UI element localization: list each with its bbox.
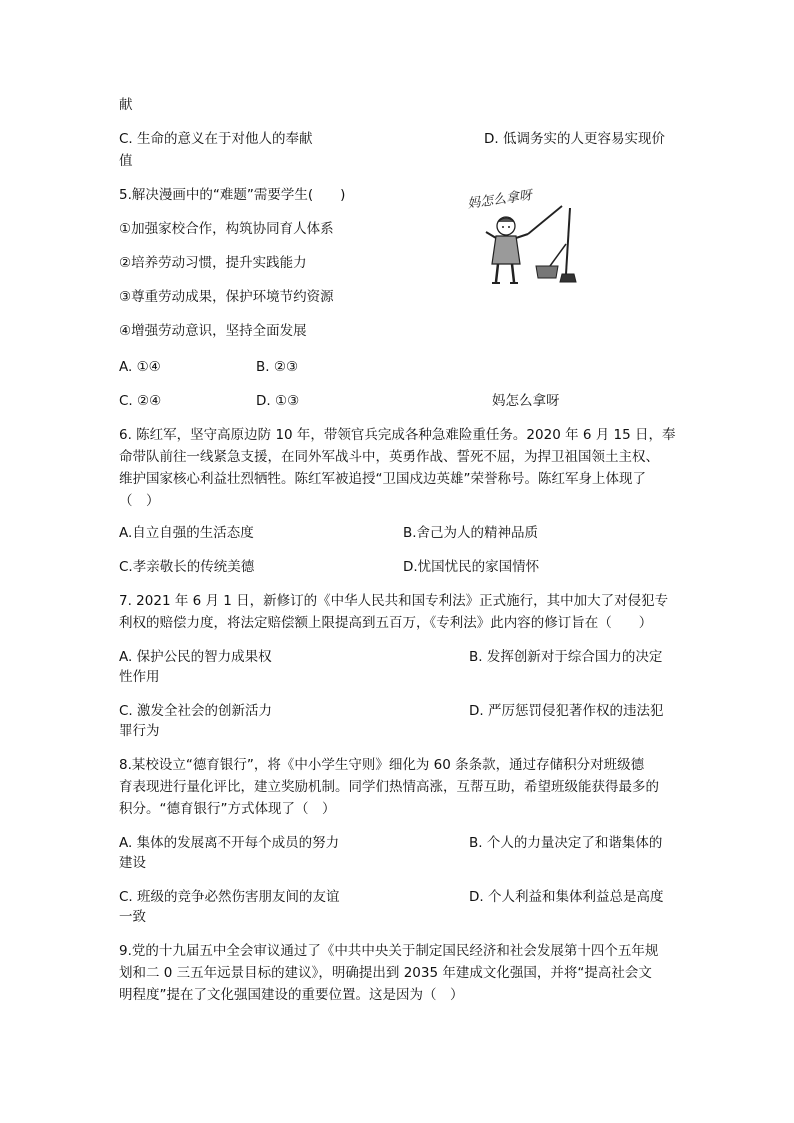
q8-option-b-cont: 建设 xyxy=(119,855,146,871)
q6-option-b: B.舍己为人的精神品质 xyxy=(403,525,539,541)
q9-stem-line-1: 9.党的十九届五中全会审议通过了《中共中央关于制定国民经济和社会发展第十四个五年规 xyxy=(119,943,659,959)
q6-stem-line-2: 命带队前往一线紧急支援，在同外军战斗中，英勇作战、誓死不屈，为捍卫祖国领土主权、 xyxy=(119,449,659,465)
q5-item-3: ③尊重劳动成果，保护环境节约资源 xyxy=(119,289,334,305)
q7-stem-line-1: 7. 2021 年 6 月 1 日，新修订的《中华人民共和国专利法》正式施行，其中加大了对侵犯专 xyxy=(119,593,669,609)
q8-option-d-cont: 一致 xyxy=(119,909,146,925)
q5-option-b: B. ②③ xyxy=(256,359,299,375)
q6-stem-line-1: 6. 陈红军，坚守高原边防 10 年，带领官兵完成各种急难险重任务。2020 年 6 月 15 日，奉 xyxy=(119,427,676,443)
q8-option-a: A. 集体的发展离不开每个成员的努力 xyxy=(119,835,340,851)
q8-option-d: D. 个人利益和集体利益总是高度 xyxy=(469,889,664,905)
q5-option-a: A. ①④ xyxy=(119,359,161,375)
q7-option-a: A. 保护公民的智力成果权 xyxy=(119,649,272,665)
q6-option-c: C.孝亲敬长的传统美德 xyxy=(119,559,255,575)
cartoon-speech-text: 妈怎么拿呀 xyxy=(466,188,533,212)
q6-stem-line-3: 维护国家核心利益壮烈牺牲。陈红军被追授“卫国戍边英雄”荣誉称号。陈红军身上体现了 xyxy=(119,471,646,487)
q8-option-b: B. 个人的力量决定了和谐集体的 xyxy=(469,835,663,851)
q8-stem-line-3: 积分。“德育银行”方式体现了（ ） xyxy=(119,801,336,817)
q7-option-d-cont: 罪行为 xyxy=(119,723,160,739)
q9-stem-line-2: 划和二 0 三五年远景目标的建议》，明确提出到 2035 年建成文化强国，并将“提高社会文 xyxy=(119,965,652,981)
q7-option-c: C. 激发全社会的创新活力 xyxy=(119,703,273,719)
q6-option-a: A.自立自强的生活态度 xyxy=(119,525,254,541)
q4-option-d: D. 低调务实的人更容易实现价 xyxy=(484,131,665,147)
cartoon-caption: 妈怎么拿呀 xyxy=(492,393,560,409)
cartoon-illustration xyxy=(466,186,578,288)
q4-option-c: C. 生命的意义在于对他人的奉献 xyxy=(119,131,313,147)
q4-option-c-cont: 值 xyxy=(119,153,133,169)
q4-text-cont: 献 xyxy=(119,97,133,113)
q7-option-b: B. 发挥创新对于综合国力的决定 xyxy=(469,649,663,665)
q7-stem-line-2: 利权的赔偿力度，将法定赔偿额上限提高到五百万，《专利法》此内容的修订旨在（ ） xyxy=(119,615,653,631)
q8-option-c: C. 班级的竞争必然伤害朋友间的友谊 xyxy=(119,889,340,905)
q5-item-2: ②培养劳动习惯，提升实践能力 xyxy=(119,255,307,271)
q5-item-4: ④增强劳动意识，坚持全面发展 xyxy=(119,323,307,339)
q8-stem-line-1: 8.某校设立“德育银行”，将《中小学生守则》细化为 60 条条款，通过存储积分对班级德 xyxy=(119,757,645,773)
q7-option-b-cont: 性作用 xyxy=(119,669,160,685)
q6-stem-line-4: （ ） xyxy=(119,493,160,509)
q8-stem-line-2: 育表现进行量化评比，建立奖励机制。同学们热情高涨，互帮互助，希望班级能获得最多的 xyxy=(119,779,659,795)
q5-item-1: ①加强家校合作，构筑协同育人体系 xyxy=(119,221,334,237)
q5-option-d: D. ①③ xyxy=(256,393,300,409)
q5-stem: 5.解决漫画中的“难题”需要学生( ) xyxy=(119,187,346,203)
q7-option-d: D. 严厉惩罚侵犯著作权的违法犯 xyxy=(469,703,664,719)
q5-option-c: C. ②④ xyxy=(119,393,162,409)
q6-option-d: D.忧国忧民的家国情怀 xyxy=(403,559,540,575)
q9-stem-line-3: 明程度”提在了文化强国建设的重要位置。这是因为（ ） xyxy=(119,987,464,1003)
